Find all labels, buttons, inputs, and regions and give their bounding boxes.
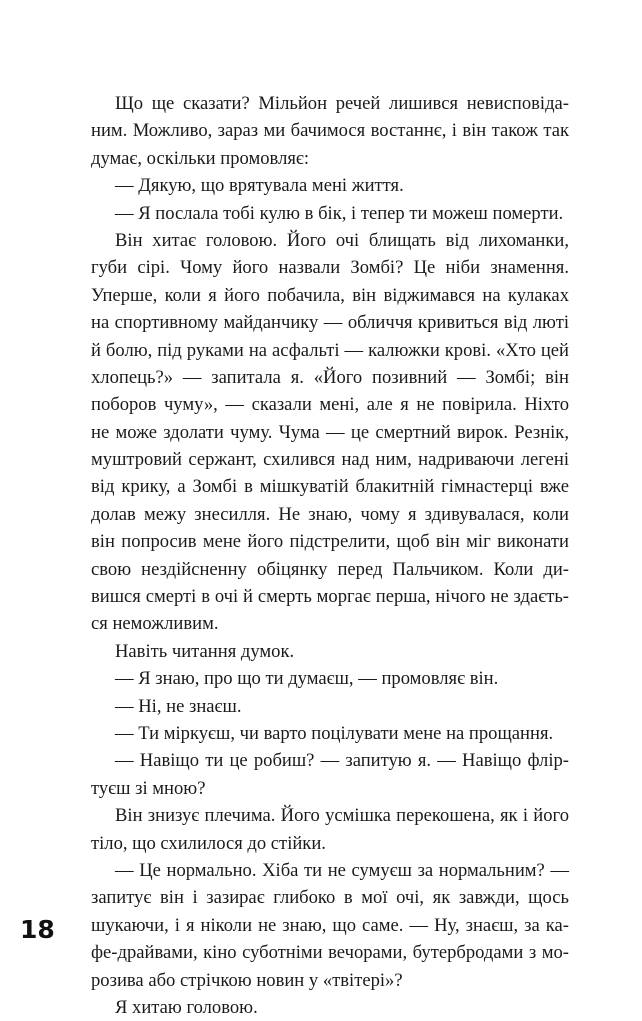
text-line: Що ще сказати? Мільйон речей лишився невисповіда- [115, 93, 569, 114]
text-line: — Я знаю, про що ти думаєш, — промовляє він. [115, 668, 499, 690]
text-line: шукаючи, і я ніколи не знаю, що саме. — Ну, знаєш, за ка- [91, 914, 569, 936]
text-line: фе-драйвами, кіно суботніми вечорами, бутербродами з мо- [91, 942, 569, 964]
text-line: на спортивному майданчику — обличчя кривиться від люті [91, 312, 569, 334]
text-line: свою нездійсненну обіцянку перед Пальчиком. Коли ди- [91, 558, 569, 580]
text-line: губи сірі. Чому його назвали Зомбі? Це ніби знамення. [91, 257, 569, 279]
text-line: туєш зі мною? [91, 777, 206, 799]
text-line: — Я послала тобі кулю в бік, і тепер ти можеш померти. [115, 202, 564, 224]
text-line: тіло, що схилилося до стійки. [91, 832, 326, 854]
body-text [91, 90, 569, 1021]
text-line: вишся смерті в очі й смерть моргає перша, нічого не здаєть- [91, 586, 569, 608]
text-line: від крику, а Зомбі в мішкуватій блакитній гімнастерці вже [91, 476, 569, 498]
text-line: й болю, під руками на асфальті — калюжки крові. «Хто цей [91, 339, 569, 361]
text-line: Я хитаю головою. [115, 996, 258, 1018]
text-line: ним. Можливо, зараз ми бачимося востаннє, і він також так [91, 120, 569, 142]
text-line: запитує він і зазирає глибоко в мої очі, як завжди, щось [91, 887, 569, 909]
text-line: — Ні, не знаєш. [115, 695, 242, 717]
text-line: Навіть читання думок. [115, 640, 295, 662]
page-number: 18 [20, 915, 55, 944]
text-line: — Це нормально. Хіба ти не сумуєш за нормальним? — [115, 859, 569, 881]
text-line: — Дякую, що врятувала мені життя. [115, 175, 404, 197]
text-line: Він знизує плечима. Його усмішка перекошена, як і його [115, 805, 569, 827]
text-line: поборов чуму», — сказали мені, але я не повірила. Ніхто [91, 394, 569, 416]
text-line: він попросив мене його підстрелити, щоб він міг виконати [91, 531, 569, 553]
text-line: не може здолати чуму. Чума — це смертний вирок. Резнік, [91, 421, 569, 443]
text-line: Уперше, коли я його побачила, він віджимався на кулаках [91, 284, 569, 306]
text-line: — Ти міркуєш, чи варто поцілувати мене на прощання. [115, 722, 554, 744]
text-line: — Навіщо ти це робиш? — запитую я. — Навіщо флір- [115, 750, 569, 772]
text-line: ся неможливим. [91, 613, 219, 635]
text-line: хлопець?» — запитала я. «Його позивний — Зомбі; він [91, 366, 569, 388]
text-line: муштровий сержант, схилився над ним, надриваючи легені [91, 449, 569, 471]
text-line: долав межу знесилля. Не знаю, чому я здивувалася, коли [91, 503, 569, 525]
text-line: розива або стрічкою новин у «твітері»? [91, 969, 403, 991]
text-line: думає, оскільки промовляє: [91, 147, 310, 169]
text-line: Він хитає головою. Його очі блищать від лихоманки, [115, 229, 569, 251]
